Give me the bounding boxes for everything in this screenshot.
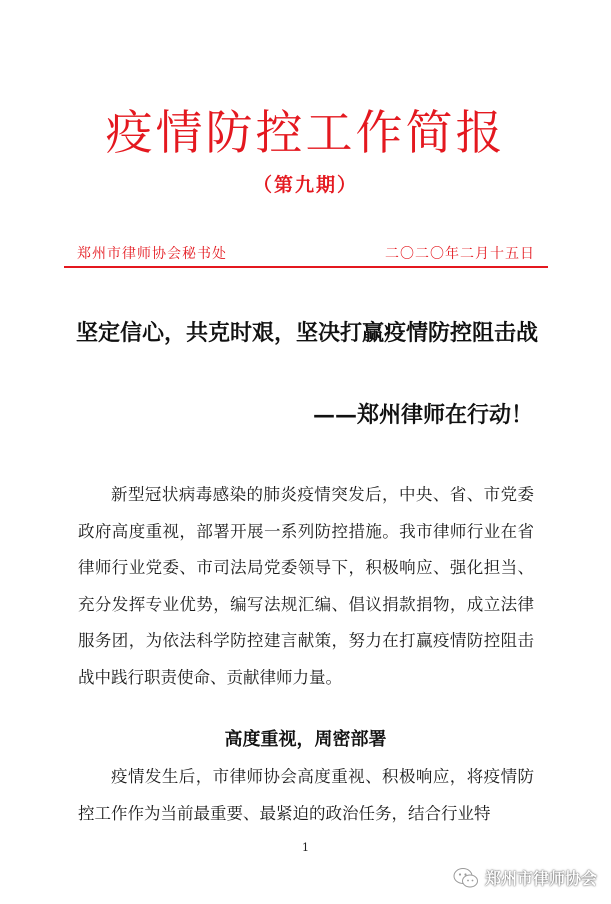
article-headline: 坚定信心，共克时艰，坚决打赢疫情防控阻击战 [75, 320, 538, 346]
intro-paragraph: 新型冠状病毒感染的肺炎疫情突发后，中央、省、市党委政府高度重视，部署开展一系列防控措施。我市律师行业在省律师行业党委、市司法局党委领导下，积极响应、强化担当、充分发挥专业优势，编写法规汇编、倡议捐款捐物，成立法律服务团，为依法科学防控建言献策，努力在打赢疫情防控阻击战中践行职责使命、贡献律师力量。 [78, 485, 534, 687]
bulletin-title: 疫情防控工作简报 [105, 106, 506, 161]
masthead-divider [64, 266, 548, 268]
issue-date: 二〇二〇年二月十五日 [385, 246, 535, 262]
section-heading: 高度重视，周密部署 [224, 729, 387, 750]
wechat-icon [453, 867, 479, 889]
page-number: 1 [302, 841, 309, 854]
issuer-name: 郑州市律师协会秘书处 [77, 246, 227, 262]
section-paragraph: 疫情发生后，市律师协会高度重视、积极响应，将疫情防控工作作为当前最重要、最紧迫的政治任务，结合行业特 [78, 767, 534, 823]
article-subheadline: ——郑州律师在行动！ [312, 402, 533, 428]
watermark-text: 郑州市律师协会 [484, 869, 597, 888]
issue-number: （第九期） [252, 174, 358, 196]
wechat-watermark [453, 866, 597, 889]
